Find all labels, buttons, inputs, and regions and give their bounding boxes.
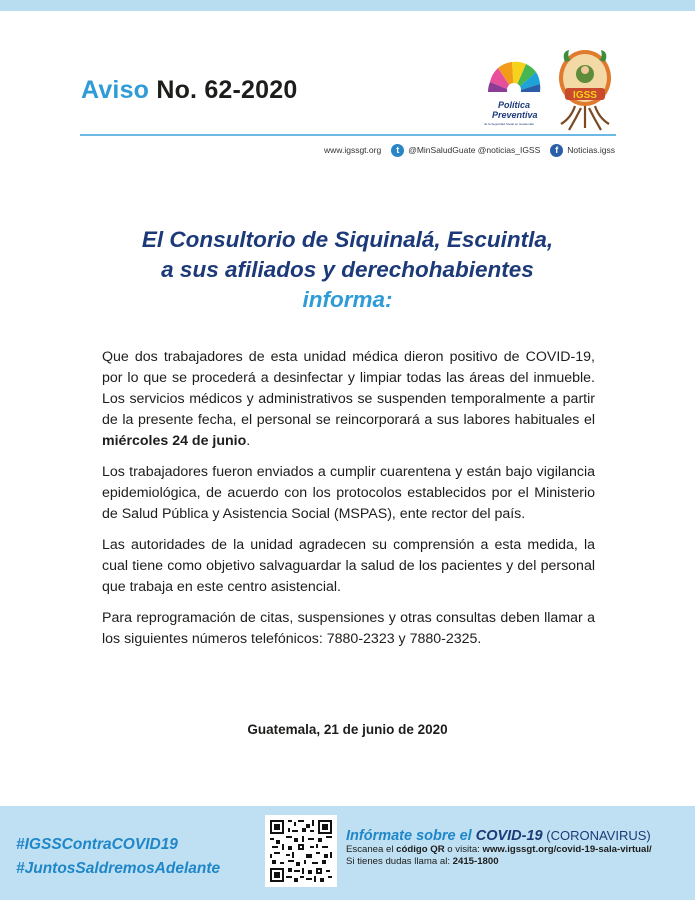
- qr-code[interactable]: [265, 815, 337, 887]
- footer-banner: [0, 806, 695, 900]
- politica-subtitle: de la Seguridad Social en Guatemala: [484, 122, 534, 126]
- headline-informa: informa:: [302, 287, 393, 312]
- politica-preventiva-logo: [478, 52, 550, 132]
- qr-call-text: Si tienes dudas llama al: 2415-1800: [346, 856, 499, 867]
- sala-virtual-link[interactable]: www.igssgt.org/covid-19-sala-virtual/: [482, 844, 652, 855]
- headline: [0, 225, 695, 315]
- body-paragraph-4: Para reprogramación de citas, suspensiones y otras consultas deben llamar a los siguientes números telefónicos: 7880-2323 y 7880-2325.: [102, 610, 595, 647]
- politica-line1: Política: [498, 100, 531, 110]
- hashtag-juntos: #JuntosSaldremosAdelante: [16, 860, 221, 877]
- facebook-icon: f: [550, 144, 563, 157]
- qr-info-heading: Infórmate sobre el COVID-19 (CORONAVIRUS): [346, 828, 651, 844]
- twitter-handles[interactable]: @MinSaludGuate @noticias_IGSS: [408, 145, 541, 155]
- qr-scan-text: Escanea el código QR o visita: www.igssgt.org/covid-19-sala-virtual/: [346, 844, 652, 855]
- body-paragraph-3: Las autoridades de la unidad agradecen su comprensión a esta medida, la cual tiene como objetivo salvaguardar la salud de los pacientes y del personal que trabaja en este centro asistencial.: [102, 537, 595, 595]
- notice-word: Aviso: [81, 76, 150, 104]
- qr-info: [346, 828, 686, 868]
- date-signature: Guatemala, 21 de junio de 2020: [247, 722, 448, 737]
- notice-body: [102, 347, 595, 660]
- website-link[interactable]: www.igssgt.org: [324, 145, 382, 155]
- notice-title: [81, 76, 297, 105]
- notice-number: No. 62-2020: [156, 76, 298, 104]
- headline-line2: a sus afiliados y derechohabientes: [161, 257, 534, 282]
- header-divider: [80, 134, 616, 136]
- body-paragraph-2: Los trabajadores fueron enviados a cumplir cuarentena y están bajo vigilancia epidemiológica, de acuerdo con los protocolos establecidos por el Ministerio de Salud Pública y Asistencia Social (MSPAS), ente rector del país.: [102, 464, 595, 522]
- headline-line1: El Consultorio de Siquinalá, Escuintla,: [141, 227, 554, 252]
- social-links: [324, 142, 615, 158]
- phone-number[interactable]: 2415-1800: [452, 856, 499, 867]
- body-paragraph-1: Que dos trabajadores de esta unidad médica dieron positivo de COVID-19, por lo que se procederá a desinfectar y limpiar todas las áreas del inmueble. Los servicios médicos y administrativos se suspenden temporalmente a partir de la presente fecha, el personal se reincorporará a sus labores habituales el miércoles 24 de junio.: [102, 349, 595, 449]
- igss-seal-text: IGSS: [573, 90, 597, 101]
- hashtag-igss: #IGSSContraCOVID19: [16, 836, 178, 853]
- twitter-icon: t: [391, 144, 404, 157]
- igss-seal-logo: [553, 44, 617, 132]
- top-strip: [0, 0, 695, 11]
- facebook-handle[interactable]: Noticias.igss: [567, 145, 615, 155]
- politica-line2: Preventiva: [492, 110, 538, 120]
- return-date: miércoles 24 de junio: [102, 433, 247, 449]
- hashtags: [16, 833, 220, 881]
